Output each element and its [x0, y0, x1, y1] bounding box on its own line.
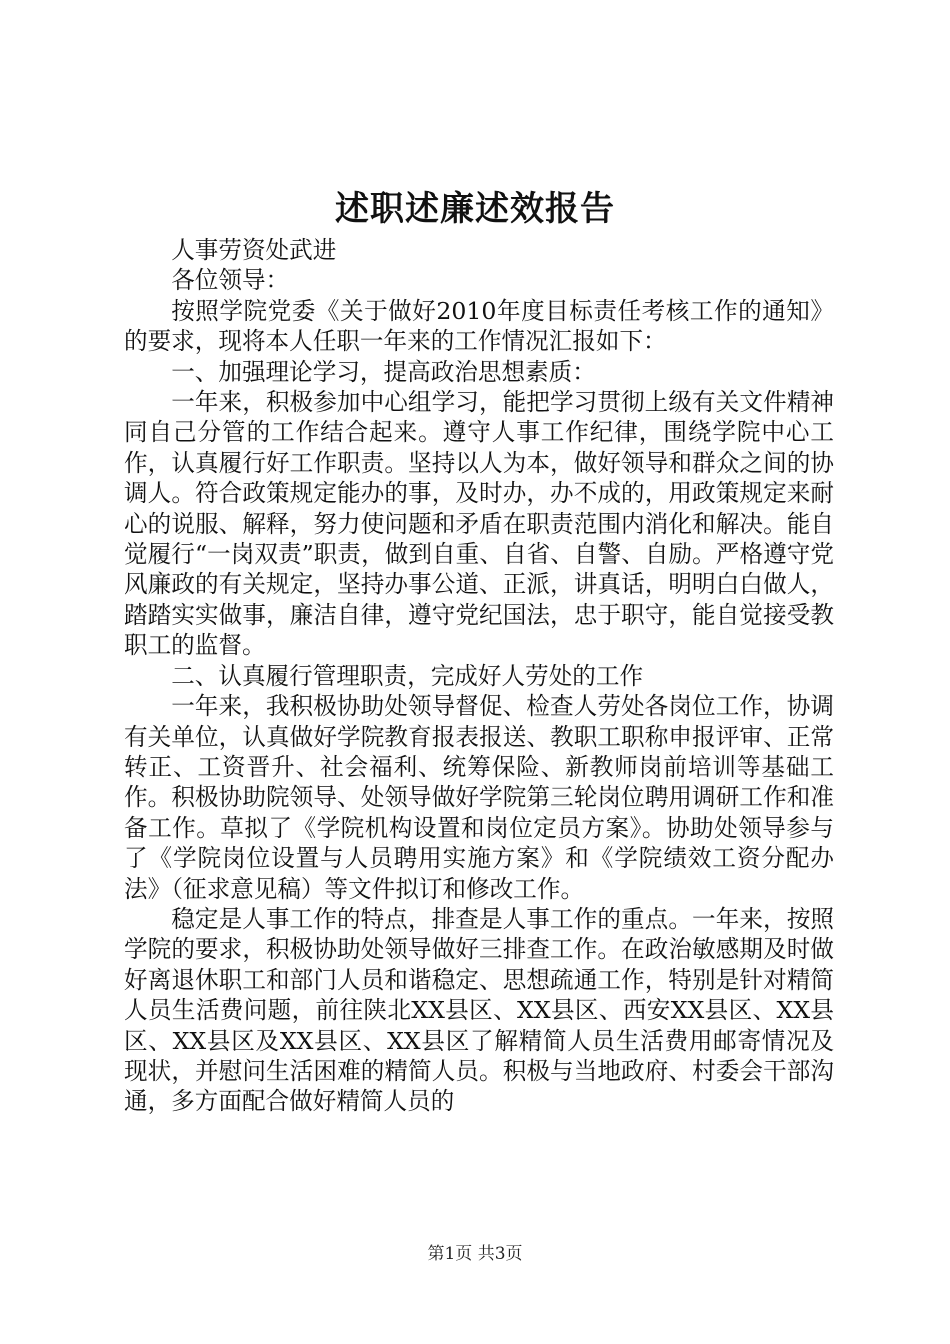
page-number-footer: 第1页 共3页: [427, 1244, 523, 1264]
author-line: 人事劳资处武进: [171, 236, 337, 264]
salutation: 各位领导：: [171, 266, 290, 295]
section-heading-1: 一、加强理论学习，提高政治思想素质：: [171, 357, 596, 386]
paragraph-intro: 按照学院党委《关于做好2010年度目标责任考核工作的通知》的要求，现将本人任职一年来的工作情况汇报如下：: [124, 296, 834, 356]
document-body: [124, 235, 834, 1117]
paragraph-section-1: 一年来，积极参加中心组学习，能把学习贯彻上级有关文件精神同自己分管的工作结合起来。遵守人事工作纪律，围绕学院中心工作，认真履行好工作职责。坚持以人为本，做好领导和群众之间的协调人。符合政策规定能办的事，及时办，办不成的，用政策规定来耐心的说服、解释，努力使问题和矛盾在职责范围内消化和解决。能自觉履行“一岗双责”职责，做到自重、自省、自警、自励。严格遵守党风廉政的有关规定，坚持办事公道、正派，讲真话，明明白白做人，踏踏实实做事，廉洁自律，遵守党纪国法，忠于职守，能自觉接受教职工的监督。: [124, 388, 834, 660]
document-title: 述职述廉述效报告: [335, 189, 615, 229]
paragraph-section-2a: 一年来，我积极协助处领导督促、检查人劳处各岗位工作，协调有关单位，认真做好学院教育报表报送、教职工职称申报评审、正常转正、工资晋升、社会福利、统筹保险、新教师岗前培训等基础工作。积极协助院领导、处领导做好学院第三轮岗位聘用调研工作和准备工作。草拟了《学院机构设置和岗位定员方案》。协助处领导参与了《学院岗位设置与人员聘用实施方案》和《学院绩效工资分配办法》（征求意见稿）等文件拟订和修改工作。: [124, 692, 834, 903]
paragraph-section-2b: 稳定是人事工作的特点，排查是人事工作的重点。一年来，按照学院的要求，积极协助处领导做好三排查工作。在政治敏感期及时做好离退休职工和部门人员和谐稳定、思想疏通工作，特别是针对精简人员生活费问题，前往陕北XX县区、XX县区、西安XX县区、XX县区、XX县区及XX县区、XX县区了解精简人员生活费用邮寄情况及现状，并慰问生活困难的精简人员。积极与当地政府、村委会干部沟通，多方面配合做好精简人员的: [124, 904, 834, 1116]
section-heading-2: 二、认真履行管理职责，完成好人劳处的工作: [171, 661, 644, 690]
